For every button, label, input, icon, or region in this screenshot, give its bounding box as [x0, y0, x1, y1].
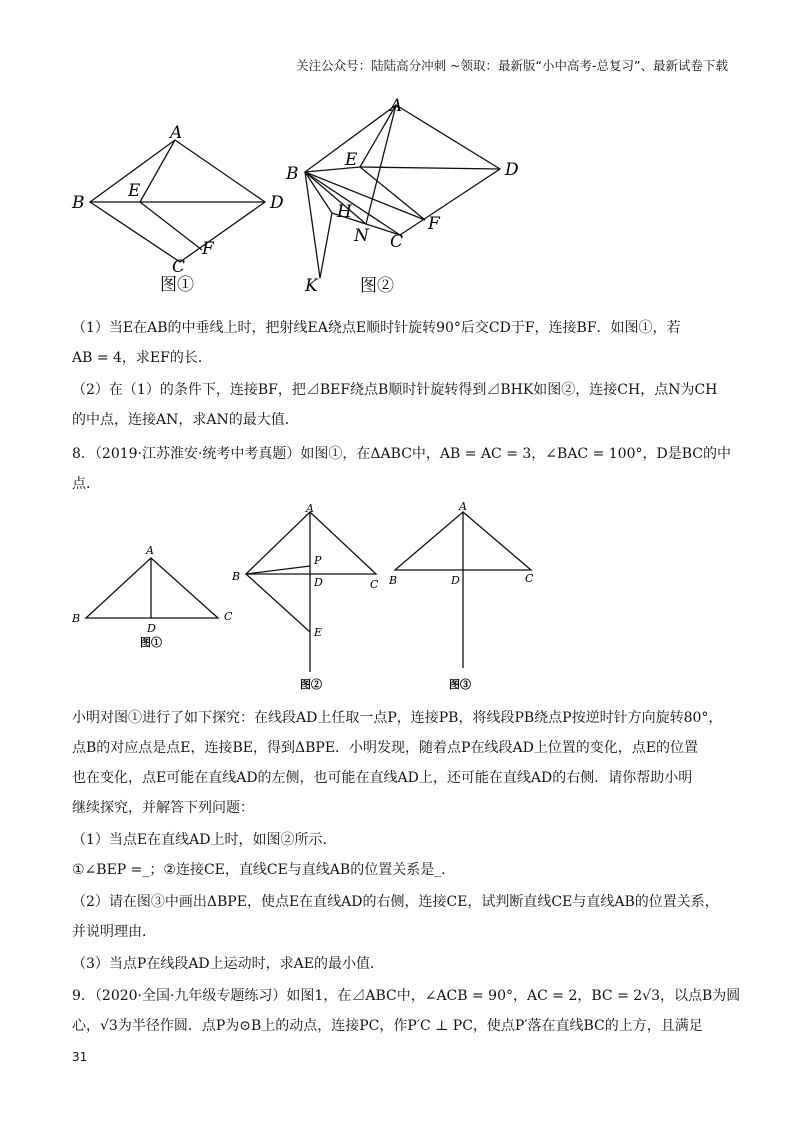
svg-text:B: B [232, 570, 241, 583]
q8-figure-3 [385, 500, 555, 700]
rhombus-abcd [305, 105, 500, 235]
svg-text:A: A [459, 500, 467, 513]
svg-text:A: A [306, 502, 314, 515]
q8-sub2-line2: 并说明理由． [72, 924, 156, 940]
q9-line2: 心，√3为半径作圆．点P为⊙B上的动点，连接PC，作P′C ⊥ PC，使点P′落在直线BC的上方，且满足 [72, 1018, 703, 1034]
page-header: 关注公众号：陆陆高分冲刺 ~领取：最新版“小中高考-总复习”、最新试卷下载 [296, 58, 728, 73]
label-b: B [72, 193, 85, 213]
figure-2-caption: 图② [360, 276, 394, 296]
q8-body-line2: 点B的对应点是点E，连接BE，得到ΔBPE．小明发现，随着点P在线段AD上位置的变化，点E的位置 [72, 740, 699, 756]
label-c: C [390, 232, 404, 252]
label-d: D [270, 193, 284, 213]
q8-sub2-line1: （2）请在图③中画出ΔBPE，使点E在直线AD的右侧，连接CE，试判断直线CE与直线AB的位置关系， [72, 894, 719, 910]
q8-sub1a: ①∠BEP =_；②连接CE，直线CE与直线AB的位置关系是_． [72, 862, 456, 878]
q7-part2-line2: 的中点，连接AN，求AN的最大值． [72, 412, 299, 428]
figure-1 [60, 120, 300, 300]
q8-figure-1-caption: 图① [140, 636, 162, 649]
label-f: F [428, 214, 440, 234]
svg-text:D: D [147, 622, 156, 635]
svg-text:D: D [451, 574, 460, 587]
label-a: A [390, 96, 403, 116]
svg-text:A: A [146, 544, 154, 557]
q9-line1: 9．（2020·全国·九年级专题练习）如图1，在⊿ABC中，∠ACB = 90°，AC = 2，BC = 2√3，以点B为圆 [72, 988, 741, 1004]
label-c: C [172, 257, 186, 277]
label-k: K [305, 276, 318, 296]
label-n: N [354, 226, 369, 246]
q8-figure-3-caption: 图③ [449, 678, 471, 691]
svg-text:E: E [314, 626, 323, 639]
q7-part1-line2: AB = 4，求EF的长． [72, 350, 212, 366]
label-a: A [170, 123, 183, 143]
q8-figure-2 [228, 500, 398, 700]
q8-sub1: （1）当点E在直线AD上时，如图②所示． [72, 832, 337, 848]
rhombus-abcd [90, 140, 265, 262]
label-h: H [337, 202, 352, 222]
q8-line2: 点． [72, 476, 100, 492]
svg-text:C: C [370, 578, 379, 591]
q8-figure-2-caption: 图② [300, 678, 322, 691]
q8-body-line3: 也在变化，点E可能在直线AD的左侧，也可能在直线AD上，还可能在直线AD的右侧．请你帮助小明 [72, 770, 693, 786]
q8-body-line1: 小明对图①进行了如下探究：在线段AD上任取一点P，连接PB，将线段PB绕点P按逆时针方向旋转80°， [72, 710, 723, 726]
q7-part2-line1: （2）在（1）的条件下，连接BF，把⊿BEF绕点B顺时针旋转得到⊿BHK如图②，连接CH，点N为CH [72, 382, 718, 398]
figure-2 [280, 95, 540, 305]
svg-text:B: B [72, 612, 81, 625]
q8-body-line4: 继续探究，并解答下列问题： [72, 800, 254, 816]
label-e: E [128, 181, 141, 201]
svg-text:C: C [525, 572, 534, 585]
figure-1-caption: 图① [160, 275, 194, 295]
q7-part1-line1: （1）当E在AB的中垂线上时，把射线EA绕点E顺时针旋转90°后交CD于F，连接BF．如图①，若 [72, 320, 681, 336]
svg-text:P: P [314, 554, 322, 567]
q8-sub3: （3）当点P在线段AD上运动时，求AE的最小值． [72, 956, 384, 972]
label-b: B [286, 164, 299, 184]
label-d: D [505, 160, 519, 180]
svg-text:C: C [224, 610, 233, 623]
segment-ea [140, 140, 175, 202]
label-e: E [345, 150, 358, 170]
q8-line1: 8．（2019·江苏淮安·统考中考真题）如图①，在ΔABC中，AB = AC = 3，∠BAC = 100°，D是BC的中 [72, 446, 731, 462]
label-f: F [202, 239, 214, 259]
page-number: 31 [72, 1050, 88, 1064]
svg-text:B: B [389, 574, 398, 587]
q8-figure-1 [66, 540, 246, 660]
svg-text:D: D [314, 576, 323, 589]
segment-ef [140, 202, 202, 250]
